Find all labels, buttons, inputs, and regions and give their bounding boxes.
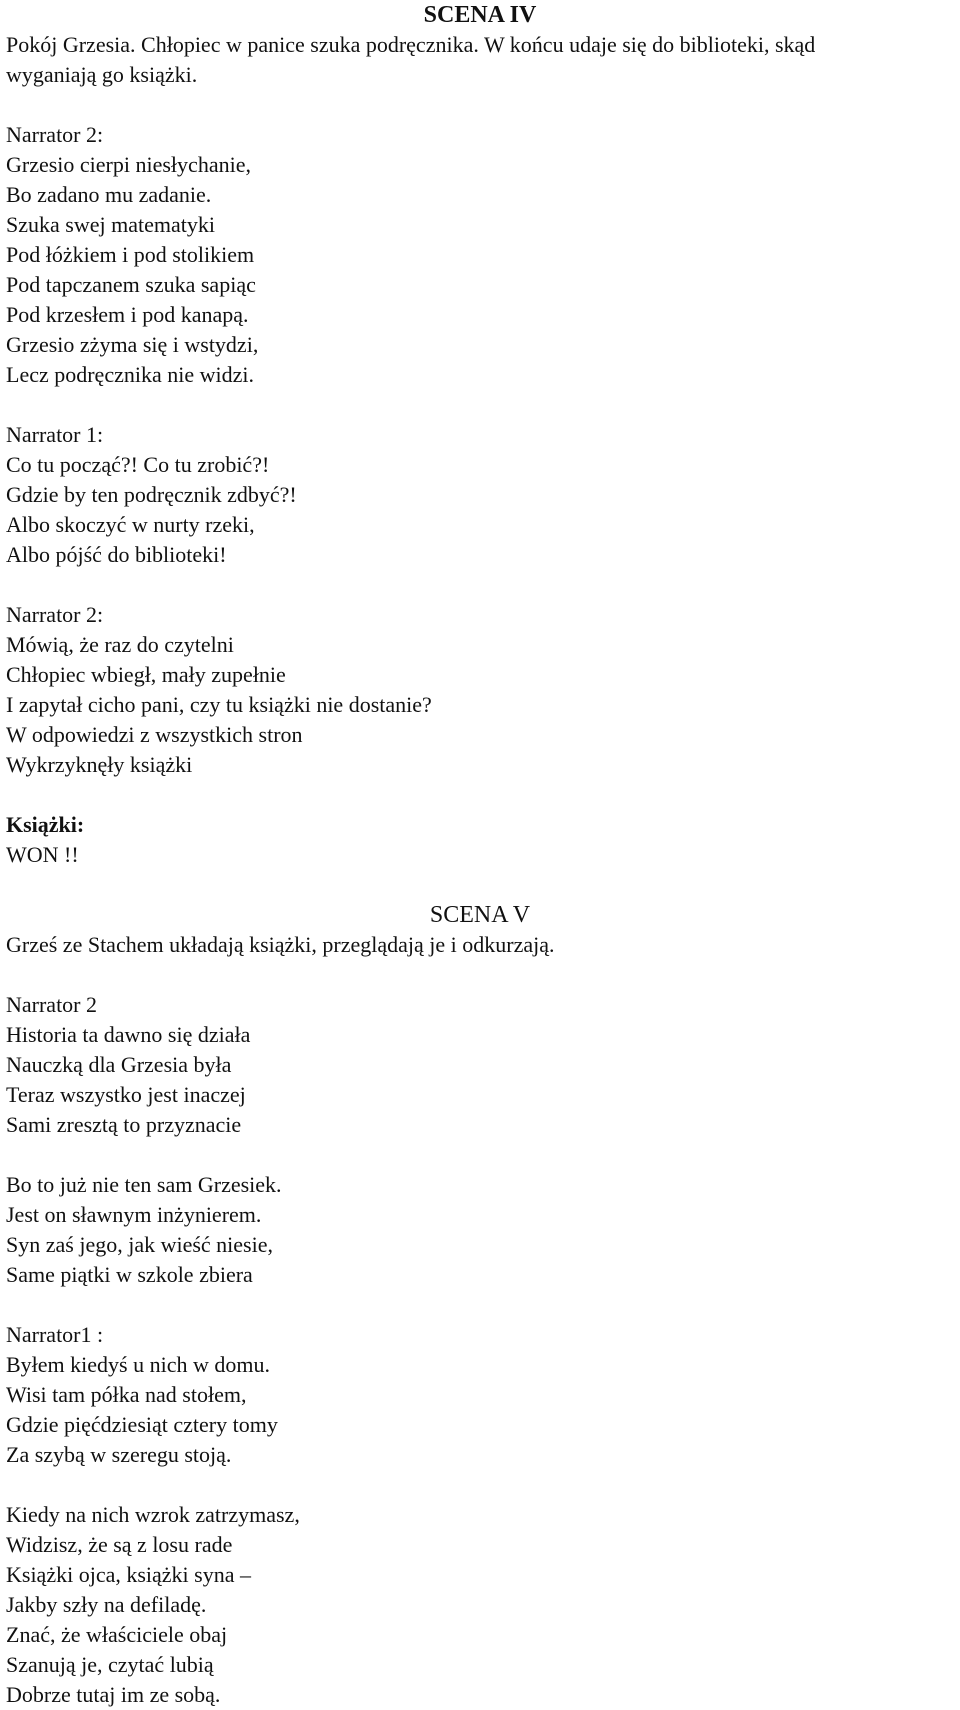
verse-line: Dobrze tutaj im ze sobą. xyxy=(6,1682,221,1707)
speaker-label: Narrator1 : xyxy=(6,1322,104,1347)
speaker-label: Narrator 2 xyxy=(6,992,98,1017)
speaker-label: Narrator 1: xyxy=(6,422,104,447)
verse-line: Gdzie by ten podręcznik zdbyć?! xyxy=(6,482,297,507)
verse-line: WON !! xyxy=(6,842,79,867)
verse-line: Wisi tam półka nad stołem, xyxy=(6,1382,247,1407)
verse-line: Książki ojca, książki syna – xyxy=(6,1562,251,1587)
verse-line: Szanują je, czytać lubią xyxy=(6,1652,214,1677)
verse-line: Sami zresztą to przyznacie xyxy=(6,1112,242,1137)
verse-line: Albo pójść do biblioteki! xyxy=(6,542,227,567)
spacer xyxy=(6,390,960,420)
verse-line: Albo skoczyć w nurty rzeki, xyxy=(6,512,255,537)
verse-line: Same piątki w szkole zbiera xyxy=(6,1262,253,1287)
verse-line: Nauczką dla Grzesia była xyxy=(6,1052,232,1077)
verse-line: I zapytał cicho pani, czy tu książki nie dostanie? xyxy=(6,692,432,717)
scene-4-title: SCENA IV xyxy=(423,2,537,28)
spacer xyxy=(6,1290,960,1320)
verse-line: Teraz wszystko jest inaczej xyxy=(6,1082,246,1107)
verse-line: Co tu począć?! Co tu zrobić?! xyxy=(6,452,270,477)
scene-4-description-line-1: Pokój Grzesia. Chłopiec w panice szuka podręcznika. W końcu udaje się do biblioteki, skąd xyxy=(6,32,816,57)
spacer xyxy=(6,1140,960,1170)
scene-4-description-line-2: wyganiają go książki. xyxy=(6,62,198,87)
speaker-label: Narrator 2: xyxy=(6,602,104,627)
speaker-label: Narrator 2: xyxy=(6,122,104,147)
verse-line: Pod tapczanem szuka sapiąc xyxy=(6,272,256,297)
verse-line: Historia ta dawno się działa xyxy=(6,1022,251,1047)
scene-5-narrator-1-block xyxy=(6,1320,960,1710)
verse-line: Lecz podręcznika nie widzi. xyxy=(6,362,254,387)
verse-line: Syn zaś jego, jak wieść niesie, xyxy=(6,1232,273,1257)
verse-line: Wykrzyknęły książki xyxy=(6,752,193,777)
verse-line: Grzesio cierpi niesłychanie, xyxy=(6,152,251,177)
verse-line: Mówią, że raz do czytelni xyxy=(6,632,234,657)
verse-line: Jest on sławnym inżynierem. xyxy=(6,1202,262,1227)
verse-line: Bo zadano mu zadanie. xyxy=(6,182,212,207)
narrator-2-block-2 xyxy=(6,600,960,780)
verse-line: Szuka swej matematyki xyxy=(6,212,215,237)
scene-5-description: Grześ ze Stachem układają książki, przeglądają je i odkurzają. xyxy=(6,932,555,957)
verse-line: W odpowiedzi z wszystkich stron xyxy=(6,722,303,747)
books-block xyxy=(6,810,960,870)
verse-line: Gdzie pięćdziesiąt cztery tomy xyxy=(6,1412,278,1437)
scene-5-narrator-2-block xyxy=(6,990,960,1290)
spacer xyxy=(6,960,960,990)
narrator-2-block-1 xyxy=(6,120,960,390)
verse-line: Jakby szły na defiladę. xyxy=(6,1592,207,1617)
verse-line: Bo to już nie ten sam Grzesiek. xyxy=(6,1172,282,1197)
verse-line: Chłopiec wbiegł, mały zupełnie xyxy=(6,662,286,687)
spacer xyxy=(6,870,960,900)
scene-5-title: SCENA V xyxy=(429,902,531,928)
verse-line: Pod krzesłem i pod kanapą. xyxy=(6,302,249,327)
verse-line: Grzesio zżyma się i wstydzi, xyxy=(6,332,259,357)
spacer xyxy=(6,90,960,120)
verse-line: Za szybą w szeregu stoją. xyxy=(6,1442,232,1467)
verse-line: Kiedy na nich wzrok zatrzymasz, xyxy=(6,1502,300,1527)
spacer xyxy=(6,1470,960,1500)
verse-line: Byłem kiedyś u nich w domu. xyxy=(6,1352,270,1377)
spacer xyxy=(6,780,960,810)
speaker-label: Książki: xyxy=(6,812,85,837)
verse-line: Widzisz, że są z losu rade xyxy=(6,1532,233,1557)
verse-line: Pod łóżkiem i pod stolikiem xyxy=(6,242,255,267)
spacer xyxy=(6,570,960,600)
verse-line: Znać, że właściciele obaj xyxy=(6,1622,228,1647)
narrator-1-block xyxy=(6,420,960,570)
